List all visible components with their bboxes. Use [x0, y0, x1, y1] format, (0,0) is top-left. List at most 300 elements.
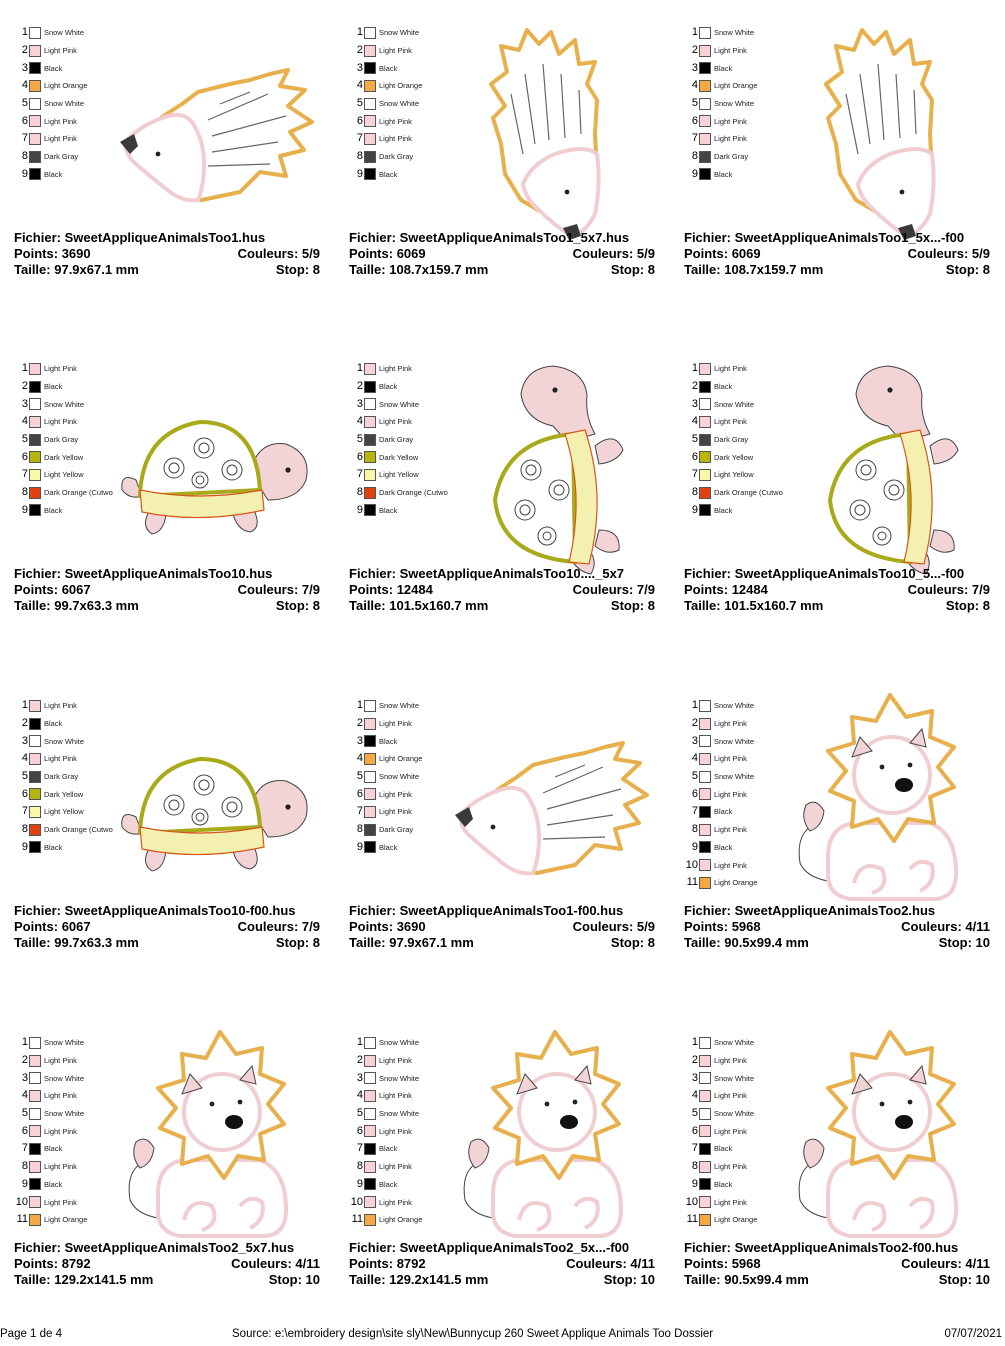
- points-value: Points: 5968: [684, 1256, 761, 1271]
- swatch-color-box: [364, 1108, 376, 1120]
- swatch-number: 11: [16, 1213, 28, 1226]
- swatch-color-box: [699, 1108, 711, 1120]
- design-card: [670, 1010, 1005, 1346]
- swatch-number: 11: [686, 876, 698, 889]
- swatch-color-name: Light Pink: [379, 1162, 412, 1172]
- swatch-number: 1: [356, 362, 363, 375]
- turtle-tall-artwork: [435, 350, 665, 576]
- swatch-color-box: [364, 80, 376, 92]
- swatch-color-name: Black: [714, 169, 733, 179]
- swatch-color-name: Light Pink: [714, 719, 747, 729]
- design-card: [670, 673, 1005, 1009]
- swatch-color-box: [699, 1143, 711, 1155]
- points-value: Points: 8792: [349, 1256, 426, 1271]
- swatch-number: 4: [356, 752, 363, 765]
- swatch-color-box: [364, 1055, 376, 1067]
- points-row: [684, 919, 990, 935]
- swatch-color-name: Light Pink: [44, 1091, 77, 1101]
- design-card: [670, 336, 1005, 672]
- swatch-color-name: Light Pink: [44, 1197, 77, 1207]
- file-row: [14, 566, 320, 582]
- swatch-color-box: [364, 1178, 376, 1190]
- swatch-color-name: Snow White: [44, 1038, 85, 1048]
- turtle-artwork: [100, 687, 330, 913]
- page-number: Page 1 de 4: [0, 1328, 63, 1340]
- swatch-color-name: Dark Yellow: [44, 452, 84, 462]
- points-row: [14, 582, 320, 598]
- size-value: Taille: 129.2x141.5 mm: [14, 1272, 154, 1287]
- stop-count: Stop: 10: [603, 1272, 655, 1287]
- swatch-number: 2: [356, 380, 363, 393]
- swatch-number: 2: [356, 717, 363, 730]
- size-row: [349, 935, 655, 951]
- points-value: Points: 3690: [349, 919, 426, 934]
- stop-count: Stop: 8: [275, 262, 320, 277]
- swatch-number: 9: [356, 503, 363, 516]
- swatch-number: 2: [356, 1054, 363, 1067]
- swatch-color-box: [29, 1161, 41, 1173]
- points-value: Points: 6067: [14, 582, 91, 597]
- swatch-color-name: Light Orange: [379, 754, 423, 764]
- swatch-number: 7: [356, 805, 363, 818]
- swatch-number: 8: [691, 1160, 698, 1173]
- swatch-color-name: Dark Gray: [714, 152, 749, 162]
- design-info: [684, 230, 990, 278]
- hedgehog-tall-artwork: [435, 14, 665, 240]
- swatch-number: 8: [21, 150, 28, 163]
- swatch-color-box: [699, 504, 711, 516]
- swatch-number: 3: [21, 734, 28, 747]
- design-card: [0, 0, 335, 336]
- swatch-color-name: Snow White: [44, 399, 85, 409]
- swatch-color-box: [364, 115, 376, 127]
- swatch-number: 1: [691, 362, 698, 375]
- swatch-number: 7: [691, 132, 698, 145]
- swatch-color-name: Snow White: [379, 1038, 420, 1048]
- colors-count: Couleurs: 5/9: [907, 246, 990, 261]
- swatch-color-box: [699, 45, 711, 57]
- design-card: [0, 336, 335, 672]
- swatch-color-name: Dark Gray: [379, 152, 414, 162]
- swatch-color-name: Black: [714, 505, 733, 515]
- swatch-number: 5: [691, 97, 698, 110]
- swatch-number: 4: [21, 415, 28, 428]
- file-row: [349, 1240, 655, 1256]
- swatch-color-box: [364, 1037, 376, 1049]
- swatch-number: 1: [691, 26, 698, 39]
- swatch-number: 7: [356, 132, 363, 145]
- swatch-number: 3: [21, 1071, 28, 1084]
- swatch-color-box: [699, 877, 711, 889]
- file-name: Fichier: SweetAppliqueAnimalsToo10...._5x7: [349, 566, 625, 581]
- swatch-number: 11: [351, 1213, 363, 1226]
- swatch-color-box: [29, 735, 41, 747]
- swatch-color-box: [364, 398, 376, 410]
- swatch-number: 2: [21, 44, 28, 57]
- swatch-color-box: [29, 1090, 41, 1102]
- swatch-color-box: [29, 700, 41, 712]
- design-card: [0, 673, 335, 1009]
- swatch-number: 2: [21, 1054, 28, 1067]
- swatch-number: 3: [356, 1071, 363, 1084]
- swatch-color-name: Snow White: [379, 28, 420, 38]
- swatch-number: 6: [21, 114, 28, 127]
- swatch-number: 9: [691, 167, 698, 180]
- swatch-color-name: Light Pink: [44, 116, 77, 126]
- swatch-color-name: Light Pink: [714, 116, 747, 126]
- lion-artwork: [100, 1024, 330, 1250]
- size-row: [349, 262, 655, 278]
- swatch-color-box: [29, 487, 41, 499]
- swatch-number: 4: [356, 79, 363, 92]
- swatch-color-box: [29, 98, 41, 110]
- swatch-color-box: [29, 27, 41, 39]
- design-info: [14, 1240, 320, 1288]
- design-info: [684, 1240, 990, 1288]
- stop-count: Stop: 8: [610, 598, 655, 613]
- swatch-color-name: Snow White: [379, 1073, 420, 1083]
- swatch-color-name: Light Orange: [44, 1215, 88, 1225]
- swatch-number: 4: [691, 1089, 698, 1102]
- swatch-number: 3: [21, 61, 28, 74]
- swatch-color-box: [29, 718, 41, 730]
- size-row: [14, 935, 320, 951]
- swatch-color-box: [699, 700, 711, 712]
- design-info: [349, 566, 655, 614]
- swatch-color-box: [29, 1178, 41, 1190]
- swatch-color-box: [364, 504, 376, 516]
- size-value: Taille: 101.5x160.7 mm: [349, 598, 489, 613]
- file-row: [349, 566, 655, 582]
- stop-count: Stop: 8: [945, 262, 990, 277]
- swatch-color-name: Snow White: [714, 701, 755, 711]
- swatch-color-name: Light Pink: [44, 364, 77, 374]
- hedgehog-artwork: [100, 14, 330, 240]
- swatch-color-box: [29, 45, 41, 57]
- swatch-number: 3: [356, 734, 363, 747]
- colors-count: Couleurs: 7/9: [237, 582, 320, 597]
- swatch-color-box: [364, 62, 376, 74]
- file-row: [349, 903, 655, 919]
- swatch-color-box: [29, 1072, 41, 1084]
- swatch-color-name: Snow White: [714, 399, 755, 409]
- swatch-number: 8: [356, 1160, 363, 1173]
- swatch-color-box: [364, 1196, 376, 1208]
- swatch-color-box: [29, 1196, 41, 1208]
- swatch-number: 2: [356, 44, 363, 57]
- colors-count: Couleurs: 7/9: [572, 582, 655, 597]
- points-value: Points: 12484: [349, 582, 433, 597]
- swatch-color-name: Light Orange: [44, 81, 88, 91]
- swatch-color-box: [364, 1125, 376, 1137]
- swatch-color-name: Light Yellow: [44, 470, 84, 480]
- lion-artwork: [435, 1024, 665, 1250]
- swatch-color-box: [364, 1214, 376, 1226]
- swatch-color-name: Light Pink: [44, 754, 77, 764]
- swatch-color-name: Dark Gray: [44, 772, 79, 782]
- swatch-number: 1: [356, 699, 363, 712]
- swatch-color-box: [29, 841, 41, 853]
- print-date: 07/07/2021: [944, 1328, 1002, 1340]
- swatch-color-box: [699, 416, 711, 428]
- swatch-color-name: Light Pink: [44, 701, 77, 711]
- swatch-color-name: Light Pink: [379, 134, 412, 144]
- colors-count: Couleurs: 5/9: [572, 919, 655, 934]
- swatch-color-name: Light Pink: [714, 364, 747, 374]
- swatch-color-box: [699, 133, 711, 145]
- turtle-artwork: [100, 350, 330, 576]
- swatch-color-box: [364, 771, 376, 783]
- swatch-color-box: [364, 451, 376, 463]
- swatch-number: 6: [691, 114, 698, 127]
- swatch-number: 10: [350, 1195, 363, 1208]
- swatch-color-name: Black: [44, 1144, 63, 1154]
- swatch-color-name: Black: [714, 382, 733, 392]
- swatch-number: 3: [691, 397, 698, 410]
- design-card: [335, 336, 670, 672]
- size-row: [684, 1272, 990, 1288]
- swatch-number: 8: [356, 150, 363, 163]
- swatch-color-box: [364, 700, 376, 712]
- swatch-number: 9: [21, 167, 28, 180]
- swatch-number: 9: [691, 1177, 698, 1190]
- swatch-color-name: Light Pink: [714, 46, 747, 56]
- colors-count: Couleurs: 5/9: [572, 246, 655, 261]
- swatch-color-name: Light Orange: [714, 878, 758, 888]
- swatch-color-name: Light Yellow: [379, 470, 419, 480]
- swatch-color-name: Light Pink: [44, 134, 77, 144]
- swatch-color-name: Light Yellow: [44, 807, 84, 817]
- swatch-color-name: Light Pink: [714, 825, 747, 835]
- swatch-color-box: [699, 381, 711, 393]
- swatch-number: 1: [356, 1036, 363, 1049]
- swatch-color-box: [699, 1125, 711, 1137]
- swatch-color-box: [29, 504, 41, 516]
- swatch-number: 4: [21, 79, 28, 92]
- swatch-color-box: [699, 434, 711, 446]
- swatch-color-name: Dark Orange (Cutwo: [714, 488, 783, 498]
- swatch-color-name: Snow White: [714, 28, 755, 38]
- swatch-color-box: [29, 1125, 41, 1137]
- swatch-number: 1: [691, 699, 698, 712]
- swatch-number: 3: [356, 397, 363, 410]
- hedgehog-artwork: [435, 687, 665, 913]
- size-row: [684, 935, 990, 951]
- swatch-color-box: [364, 753, 376, 765]
- size-row: [684, 262, 990, 278]
- swatch-number: 9: [21, 1177, 28, 1190]
- swatch-color-box: [699, 735, 711, 747]
- colors-count: Couleurs: 7/9: [907, 582, 990, 597]
- swatch-number: 3: [691, 1071, 698, 1084]
- swatch-color-name: Light Pink: [714, 1126, 747, 1136]
- swatch-color-box: [364, 788, 376, 800]
- swatch-color-box: [699, 841, 711, 853]
- swatch-number: 5: [356, 770, 363, 783]
- points-row: [684, 1256, 990, 1272]
- swatch-color-name: Light Pink: [44, 46, 77, 56]
- swatch-number: 4: [21, 752, 28, 765]
- points-value: Points: 5968: [684, 919, 761, 934]
- swatch-number: 6: [691, 450, 698, 463]
- swatch-number: 6: [21, 1124, 28, 1137]
- swatch-number: 7: [356, 1142, 363, 1155]
- points-row: [349, 919, 655, 935]
- swatch-number: 9: [691, 840, 698, 853]
- points-row: [349, 582, 655, 598]
- swatch-number: 8: [691, 823, 698, 836]
- points-row: [14, 1256, 320, 1272]
- swatch-color-box: [699, 859, 711, 871]
- swatch-color-box: [699, 98, 711, 110]
- file-row: [684, 1240, 990, 1256]
- swatch-color-box: [29, 62, 41, 74]
- swatch-number: 4: [356, 1089, 363, 1102]
- swatch-number: 1: [691, 1036, 698, 1049]
- swatch-color-box: [364, 381, 376, 393]
- swatch-color-name: Light Pink: [379, 807, 412, 817]
- swatch-color-name: Light Pink: [714, 417, 747, 427]
- swatch-color-box: [699, 62, 711, 74]
- swatch-color-box: [364, 45, 376, 57]
- swatch-number: 8: [356, 823, 363, 836]
- swatch-color-name: Snow White: [379, 1109, 420, 1119]
- swatch-color-name: Black: [44, 382, 63, 392]
- swatch-color-box: [699, 168, 711, 180]
- file-name: Fichier: SweetAppliqueAnimalsToo10_5...-f00: [684, 566, 965, 581]
- stop-count: Stop: 8: [945, 598, 990, 613]
- design-card: [0, 1010, 335, 1346]
- colors-count: Couleurs: 4/11: [231, 1256, 320, 1271]
- source-path: Source: e:\embroidery design\site sly\New\Bunnycup 260 Sweet Applique Animals Too Dossier: [232, 1328, 714, 1340]
- swatch-number: 8: [691, 150, 698, 163]
- swatch-number: 5: [356, 433, 363, 446]
- swatch-number: 1: [21, 362, 28, 375]
- swatch-color-name: Light Pink: [379, 789, 412, 799]
- swatch-color-box: [364, 168, 376, 180]
- file-name: Fichier: SweetAppliqueAnimalsToo2_5x...-f00: [349, 1240, 630, 1255]
- swatch-color-name: Black: [379, 1179, 398, 1189]
- swatch-color-box: [364, 735, 376, 747]
- turtle-tall-artwork: [770, 350, 1000, 576]
- size-value: Taille: 129.2x141.5 mm: [349, 1272, 489, 1287]
- swatch-color-name: Black: [379, 1144, 398, 1154]
- swatch-number: 7: [691, 1142, 698, 1155]
- swatch-color-name: Snow White: [44, 99, 85, 109]
- points-row: [349, 246, 655, 262]
- swatch-color-name: Snow White: [379, 701, 420, 711]
- file-name: Fichier: SweetAppliqueAnimalsToo10-f00.hus: [14, 903, 296, 918]
- file-row: [14, 1240, 320, 1256]
- swatch-color-name: Black: [44, 63, 63, 73]
- swatch-color-box: [364, 841, 376, 853]
- size-row: [14, 262, 320, 278]
- design-card: [670, 0, 1005, 336]
- swatch-color-name: Snow White: [714, 772, 755, 782]
- file-name: Fichier: SweetAppliqueAnimalsToo2_5x7.hus: [14, 1240, 295, 1255]
- swatch-color-name: Dark Gray: [379, 435, 414, 445]
- points-value: Points: 12484: [684, 582, 768, 597]
- swatch-color-name: Black: [379, 169, 398, 179]
- swatch-color-name: Snow White: [714, 1073, 755, 1083]
- swatch-number: 9: [691, 503, 698, 516]
- swatch-color-box: [364, 824, 376, 836]
- swatch-number: 9: [21, 840, 28, 853]
- stop-count: Stop: 8: [610, 935, 655, 950]
- swatch-number: 8: [21, 486, 28, 499]
- swatch-color-name: Light Orange: [379, 1215, 423, 1225]
- file-name: Fichier: SweetAppliqueAnimalsToo2-f00.hus: [684, 1240, 959, 1255]
- swatch-number: 6: [356, 1124, 363, 1137]
- swatch-number: 9: [21, 503, 28, 516]
- swatch-number: 1: [21, 26, 28, 39]
- swatch-color-name: Snow White: [379, 772, 420, 782]
- swatch-color-box: [364, 1143, 376, 1155]
- swatch-color-name: Light Yellow: [714, 470, 754, 480]
- file-row: [14, 903, 320, 919]
- swatch-color-box: [699, 824, 711, 836]
- swatch-color-name: Dark Orange (Cutwo: [379, 488, 448, 498]
- swatch-number: 2: [21, 717, 28, 730]
- swatch-color-box: [699, 27, 711, 39]
- swatch-color-name: Light Pink: [44, 1126, 77, 1136]
- design-card: [335, 1010, 670, 1346]
- swatch-number: 6: [356, 787, 363, 800]
- swatch-color-box: [29, 363, 41, 375]
- swatch-color-box: [364, 27, 376, 39]
- swatch-color-name: Light Pink: [714, 1091, 747, 1101]
- swatch-color-box: [29, 1214, 41, 1226]
- size-value: Taille: 90.5x99.4 mm: [684, 935, 809, 950]
- swatch-number: 5: [21, 433, 28, 446]
- swatch-number: 4: [691, 415, 698, 428]
- hedgehog-tall-artwork: [770, 14, 1000, 240]
- size-row: [349, 598, 655, 614]
- swatch-color-box: [699, 398, 711, 410]
- file-name: Fichier: SweetAppliqueAnimalsToo10.hus: [14, 566, 273, 581]
- swatch-color-box: [29, 824, 41, 836]
- colors-count: Couleurs: 4/11: [566, 1256, 655, 1271]
- swatch-color-box: [29, 151, 41, 163]
- swatch-color-box: [699, 80, 711, 92]
- swatch-number: 3: [691, 734, 698, 747]
- swatch-color-box: [364, 416, 376, 428]
- lion-artwork: [770, 687, 1000, 913]
- swatch-number: 2: [691, 717, 698, 730]
- swatch-color-box: [699, 1037, 711, 1049]
- swatch-color-name: Black: [44, 719, 63, 729]
- swatch-color-box: [29, 434, 41, 446]
- swatch-color-name: Black: [379, 505, 398, 515]
- design-info: [349, 903, 655, 951]
- swatch-number: 6: [21, 450, 28, 463]
- swatch-color-name: Black: [714, 807, 733, 817]
- swatch-color-box: [29, 416, 41, 428]
- swatch-number: 6: [356, 450, 363, 463]
- swatch-color-box: [29, 1143, 41, 1155]
- swatch-number: 3: [356, 61, 363, 74]
- swatch-color-box: [29, 771, 41, 783]
- swatch-color-box: [699, 718, 711, 730]
- points-value: Points: 6067: [14, 919, 91, 934]
- design-card: [335, 673, 670, 1009]
- swatch-color-name: Light Pink: [714, 1056, 747, 1066]
- swatch-color-box: [29, 1037, 41, 1049]
- swatch-color-box: [29, 469, 41, 481]
- file-row: [684, 903, 990, 919]
- swatch-color-box: [364, 98, 376, 110]
- swatch-number: 7: [21, 805, 28, 818]
